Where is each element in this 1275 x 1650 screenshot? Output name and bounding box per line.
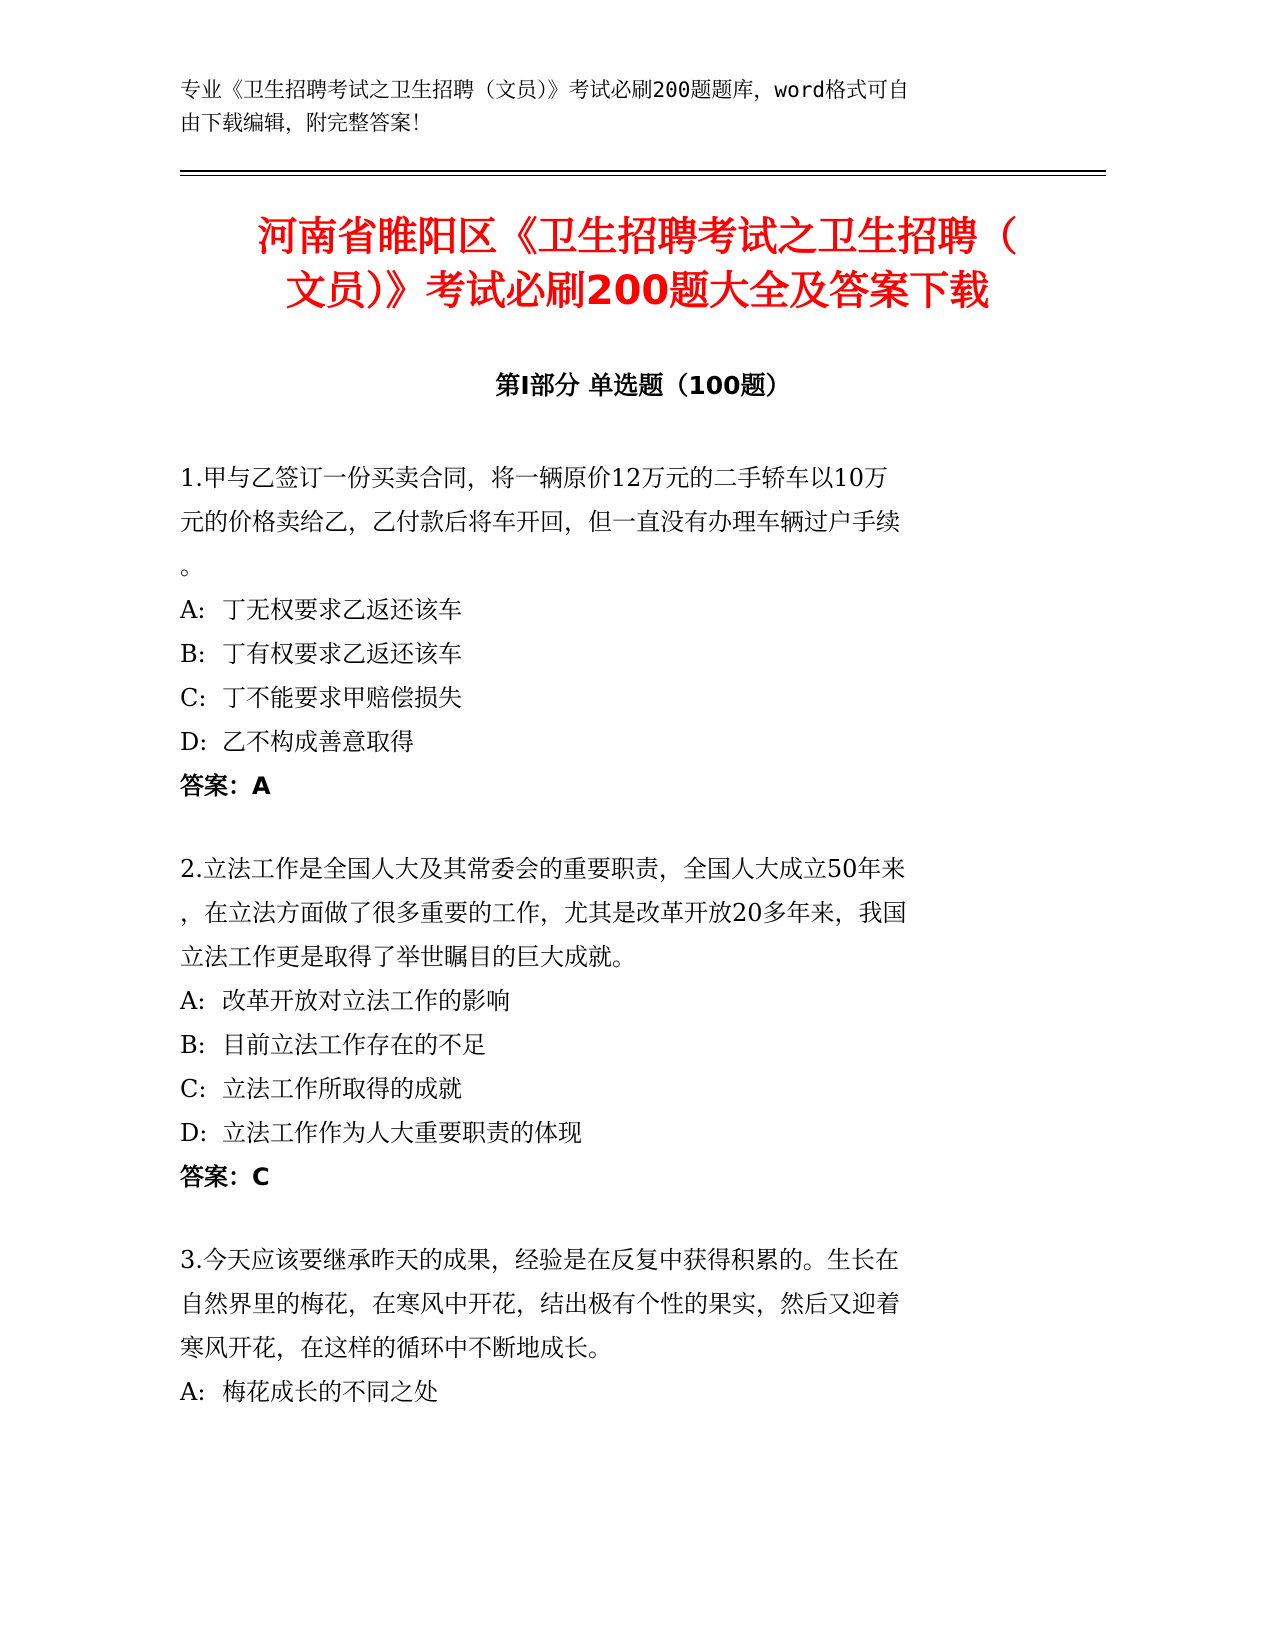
option-text: 立法工作作为人大重要职责的体现	[222, 1119, 582, 1147]
option-key: D:	[180, 1119, 208, 1147]
question-stem-line: 3.今天应该要继承昨天的成果，经验是在反复中获得积累的。生长在	[180, 1246, 899, 1274]
question-option	[180, 588, 1030, 632]
question-stem-line: 。	[180, 552, 204, 580]
option-key: B:	[180, 640, 206, 668]
question-block	[180, 1238, 1030, 1414]
option-key: B:	[180, 1031, 206, 1059]
option-text: 乙不构成善意取得	[222, 728, 414, 756]
question-stem-line: 立法工作更是取得了举世瞩目的巨大成就。	[180, 943, 636, 971]
option-text: 丁无权要求乙返还该车	[222, 596, 462, 624]
question-stem-line: 元的价格卖给乙，乙付款后将车开回，但一直没有办理车辆过户手续	[180, 508, 900, 536]
option-text: 丁不能要求甲赔偿损失	[222, 684, 462, 712]
header-divider	[180, 170, 1106, 172]
question-option	[180, 1023, 1030, 1067]
option-key: C:	[180, 684, 207, 712]
option-text: 梅花成长的不同之处	[222, 1378, 438, 1406]
question-block	[180, 456, 1030, 808]
option-text: 立法工作所取得的成就	[222, 1075, 462, 1103]
option-key: A:	[180, 596, 206, 624]
document-title-line: 河南省睢阳区《卫生招聘考试之卫生招聘（	[257, 214, 1018, 260]
header-divider-thin	[180, 175, 1106, 176]
option-key: C:	[180, 1075, 207, 1103]
question-stem-line: ，在立法方面做了很多重要的工作，尤其是改革开放20多年来，我国	[180, 899, 907, 927]
document-title	[170, 210, 1105, 318]
option-key: D:	[180, 728, 208, 756]
question-option	[180, 1067, 1030, 1111]
header-note-line: 专业《卫生招聘考试之卫生招聘（文员）》考试必刷200题题库，word格式可自	[180, 78, 909, 102]
question-option	[180, 1370, 1030, 1414]
question-option	[180, 979, 1030, 1023]
question-stem-line: 寒风开花，在这样的循环中不断地成长。	[180, 1334, 612, 1362]
document-title-line: 文员）》考试必刷200题大全及答案下载	[285, 268, 990, 314]
question-stem-line: 2.立法工作是全国人大及其常委会的重要职责，全国人大成立50年来	[180, 855, 906, 883]
option-text: 改革开放对立法工作的影响	[222, 987, 510, 1015]
question-answer: 答案：A	[180, 772, 271, 800]
header-note	[180, 74, 1100, 140]
header-note-line: 由下载编辑，附完整答案！	[180, 111, 432, 135]
option-text: 目前立法工作存在的不足	[222, 1031, 486, 1059]
option-text: 丁有权要求乙返还该车	[222, 640, 462, 668]
section-title: 第Ⅰ部分 单选题（100题）	[495, 371, 791, 400]
option-key: A:	[180, 1378, 206, 1406]
question-answer: 答案：C	[180, 1163, 270, 1191]
question-option	[180, 1111, 1030, 1155]
question-option	[180, 676, 1030, 720]
question-block	[180, 847, 1030, 1199]
question-stem-line: 1.甲与乙签订一份买卖合同，将一辆原价12万元的二手轿车以10万	[180, 464, 888, 492]
question-option	[180, 720, 1030, 764]
question-option	[180, 632, 1030, 676]
option-key: A:	[180, 987, 206, 1015]
question-stem-line: 自然界里的梅花，在寒风中开花，结出极有个性的果实，然后又迎着	[180, 1290, 900, 1318]
